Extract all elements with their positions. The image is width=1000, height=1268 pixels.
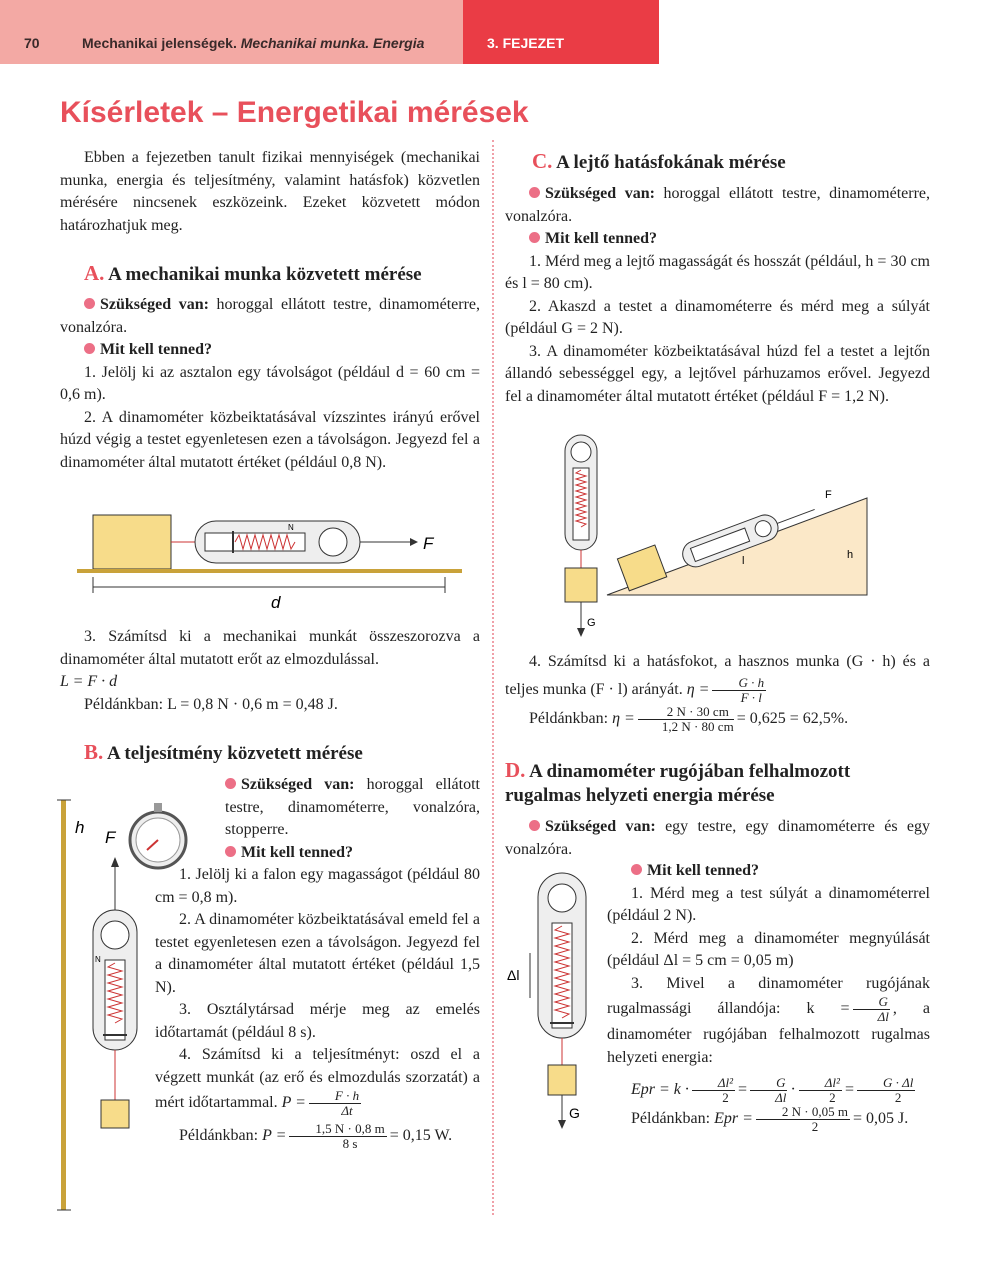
example-label: Példánkban: (84, 695, 164, 713)
example-result: = 0,625 = 62,5%. (736, 710, 849, 728)
table-surface (77, 569, 462, 573)
todo-line (60, 339, 480, 362)
todo-line (505, 228, 930, 251)
page-title: Kísérletek – Energetikai mérések (60, 96, 529, 129)
energy-formula: Epr = k · $\frac{\text{Δl²}}{2}$ = $\frac{G}{\Delta l}$ · $\frac{\text{Δl²}}{2}$ = $\frac{G \cdot \Delta l}{2}$ (631, 1074, 914, 1105)
block (101, 1100, 129, 1128)
energy-formula-lhs: Epr = k · (631, 1081, 689, 1098)
ring (571, 442, 591, 462)
fraction (712, 676, 766, 705)
denominator: 2 (722, 1089, 729, 1105)
example-line (607, 1105, 930, 1134)
fraction (857, 1076, 915, 1105)
formula-lhs: η = (686, 681, 710, 699)
example-result: = 0,15 W. (389, 1127, 453, 1145)
fraction (750, 1076, 787, 1105)
needs-text: horoggal ellátott testre, dinamométerre, vonalzóra. (505, 185, 931, 225)
todo-label: Mit kell tenned? (631, 862, 759, 879)
column-divider (492, 140, 494, 1215)
ring (319, 528, 347, 556)
denominator: 8 s (342, 1136, 358, 1151)
figure-horizontal-pull (75, 505, 470, 617)
force-label: F (105, 828, 116, 847)
chapter-label: 3. FEJEZET (487, 35, 565, 51)
arrow-head (111, 857, 119, 867)
todo-line (225, 842, 480, 865)
force-label: F (423, 534, 434, 553)
denominator: 1,2 N · 80 cm (661, 719, 734, 734)
example-lhs: Epr = (714, 1110, 753, 1128)
example-lhs: η = (612, 710, 635, 728)
step: 2. Akaszd a testet a dinamométerre és mérd meg a súlyát (például G = 2 N). (505, 297, 930, 337)
denominator: 2 (811, 1119, 819, 1134)
section-a-body (60, 294, 480, 474)
step (607, 973, 930, 1070)
example-result: = 0,05 J. (852, 1110, 909, 1128)
needs-line (505, 816, 930, 861)
needs-line (225, 774, 480, 842)
dynamometer-tube (105, 960, 125, 1040)
step: 3. A dinamométer közbeiktatásával húzd fel a testet a lejtőn állandó sebességgel egy, a lejtővel párhuzamos erővel. Jegyezd fel a dinamométer által mutatott értéket (például F = 1,2 N). (505, 342, 930, 405)
extension-label: Δl (507, 967, 520, 983)
intro-paragraph (60, 147, 480, 237)
intro-text: Ebben a fejezetben tanult fizikai mennyiségek (mechanikai munka, energia és teljesítmény, valamint hatásfok) közvetlen mérésére nincsenek eszközeink. Ezeket közvetett módon határozhatjuk meg. (60, 149, 480, 234)
weight-label: G (587, 617, 596, 629)
step: 1. Mérd meg a test súlyát a dinamométerrel (például 2 N). (607, 884, 930, 924)
numerator: G · h (712, 676, 766, 691)
todo-line (607, 860, 930, 883)
section-c-calc (505, 648, 930, 734)
step: 3. Osztálytársad mérje meg az emelés időtartamát (például 8 s). (155, 1001, 480, 1041)
block (548, 1065, 576, 1095)
step: 1. Mérd meg a lejtő magasságát és hosszát (például, h = 30 cm és l = 80 cm). (505, 252, 930, 292)
numerator: Δl² (799, 1076, 842, 1091)
length-label: l (742, 555, 745, 567)
wall-ruler (61, 800, 66, 1210)
section-c-body (505, 183, 930, 408)
section-d-needs (505, 816, 930, 861)
todo-label: Mit kell tenned? (225, 844, 353, 861)
header-band (0, 0, 463, 64)
numerator: G · Δl (857, 1076, 915, 1091)
block (565, 568, 597, 602)
example-label: Példánkban: (631, 1110, 711, 1128)
section-letter: D. (505, 758, 526, 782)
unit-label: N (95, 955, 101, 964)
section-d-heading (505, 758, 930, 808)
step: 2. A dinamométer közbeiktatásával vízszintes irányú erővel húzd végig a testet egyenletesen ezen a távolságon. Jegyezd fel a dinamométer által mutatott értéket (például 0,8 N). (60, 408, 480, 471)
step: 2. Mérd meg a dinamométer megnyúlását (például Δl = 5 cm = 0,05 m) (607, 929, 930, 969)
numerator: F · h (309, 1089, 361, 1104)
header-title-plain: Mechanikai jelenségek. (82, 35, 237, 51)
chapter-band (463, 0, 659, 64)
section-a-heading (84, 261, 422, 287)
section-title: A mechanikai munka közvetett mérése (108, 264, 422, 285)
fraction (692, 1076, 735, 1105)
section-letter: B. (84, 740, 104, 764)
section-a-calc (60, 626, 480, 716)
needs-label: Szükséged van: (225, 776, 354, 793)
arrow-head (558, 1120, 566, 1129)
needs-line (505, 183, 930, 228)
needs-label: Szükséged van: (529, 185, 655, 202)
numerator: G (853, 995, 890, 1010)
step-text: 3. Mivel a dinamométer rugójának rugalmassági állandója: (607, 974, 930, 1018)
needs-label: Szükséged van: (84, 296, 209, 313)
work-formula: L = F · d (60, 673, 118, 690)
arrow-head (410, 538, 418, 546)
needs-label: Szükséged van: (529, 818, 656, 835)
arrow-head (577, 628, 585, 637)
todo-label: Mit kell tenned? (84, 341, 212, 358)
denominator: 2 (894, 1089, 902, 1105)
unit-label: N (288, 523, 294, 532)
example-label: Példánkban: (179, 1127, 259, 1145)
denominator: 2 (829, 1089, 836, 1105)
example-line (60, 694, 480, 717)
step: 2. A dinamométer közbeiktatásával emeld fel a testet egyenletesen ezen a távolságon. Jegyezd fel a dinamométer által mutatott értéket (például 1,5 N). (155, 911, 480, 996)
section-title: A dinamométer rugójában felhalmozott rugalmas helyzeti energia mérése (505, 761, 851, 806)
stopwatch-icon (130, 803, 186, 868)
section-letter: A. (84, 261, 105, 285)
numerator: 2 N · 30 cm (638, 705, 734, 720)
denominator: F · l (740, 690, 762, 705)
numerator: 1,5 N · 0,8 m (289, 1122, 386, 1137)
weight-label: G (569, 1105, 580, 1121)
step: 3. Számítsd ki a mechanikai munkát összeszorozva a dinamométer által mutatott erőt az elmozdulással. (60, 628, 480, 668)
fraction (638, 705, 734, 734)
block (93, 515, 171, 569)
step: 1. Jelölj ki a falon egy magasságot (például 80 cm = 0,8 m). (155, 866, 480, 906)
header-title-italic: Mechanikai munka. Energia (240, 35, 425, 51)
denominator: Δl (877, 1009, 889, 1024)
needs-text: horoggal ellátott testre, dinamométerre, vonalzóra. (60, 296, 481, 336)
height-label: h (75, 818, 85, 837)
step-text-rest: , a dinamométer rugójában felhalmozott rugalmas helyzeti energia: (607, 1000, 930, 1066)
needs-text: egy testre, egy dinamométerre és egy vonalzóra. (505, 818, 930, 858)
fraction (853, 995, 890, 1024)
figure-spring-energy (505, 868, 605, 1133)
height-label: h (847, 549, 854, 561)
figure-incline (555, 430, 875, 645)
denominator: Δl (775, 1089, 787, 1105)
step: 1. Jelölj ki az asztalon egy távolságot (például d = 60 cm = 0,6 m). (60, 363, 480, 403)
step-text: 4. Számítsd ki a teljesítményt: oszd el a végzett munkát (az erő és elmozdulás szorzatát) a mért időtartammal. (155, 1046, 480, 1112)
section-b-heading (84, 740, 363, 766)
step-text: 4. Számítsd ki a hatásfokot, a hasznos munka (G · h) és a teljes munka (F · l) arányát. (505, 653, 930, 699)
numerator: Δl² (692, 1076, 735, 1091)
ring (548, 884, 576, 912)
fraction (799, 1076, 842, 1105)
example-label: Példánkban: (529, 710, 609, 728)
page-number: 70 (24, 35, 40, 51)
needs-text: horoggal ellátott testre, dinamométerre, vonalzóra, stopperre. (225, 776, 480, 838)
distance-label: d (271, 593, 281, 612)
fraction (756, 1105, 850, 1134)
fraction (309, 1089, 361, 1118)
formula-lhs: P = (281, 1094, 306, 1112)
section-title: A teljesítmény közvetett mérése (106, 743, 363, 764)
section-c-heading (532, 149, 786, 175)
example-text: L = 0,8 N · 0,6 m = 0,48 J. (167, 695, 338, 713)
todo-label: Mit kell tenned? (529, 230, 657, 247)
example-line (505, 705, 930, 734)
denominator: Δt (341, 1103, 353, 1118)
ring (101, 921, 129, 949)
formula-line (60, 671, 480, 694)
figure-vertical-lift (55, 795, 205, 1215)
section-letter: C. (532, 149, 553, 173)
fraction (289, 1122, 386, 1151)
section-title: A lejtő hatásfokának mérése (556, 152, 786, 173)
force-label: F (825, 489, 832, 501)
header-title (82, 35, 424, 51)
needs-line (60, 294, 480, 339)
numerator: G (750, 1076, 787, 1091)
numerator: 2 N · 0,05 m (756, 1105, 850, 1120)
section-d-body (607, 860, 930, 1134)
k-formula-lhs: k = (806, 1000, 850, 1018)
example-lhs: P = (262, 1127, 287, 1145)
step (505, 648, 930, 705)
